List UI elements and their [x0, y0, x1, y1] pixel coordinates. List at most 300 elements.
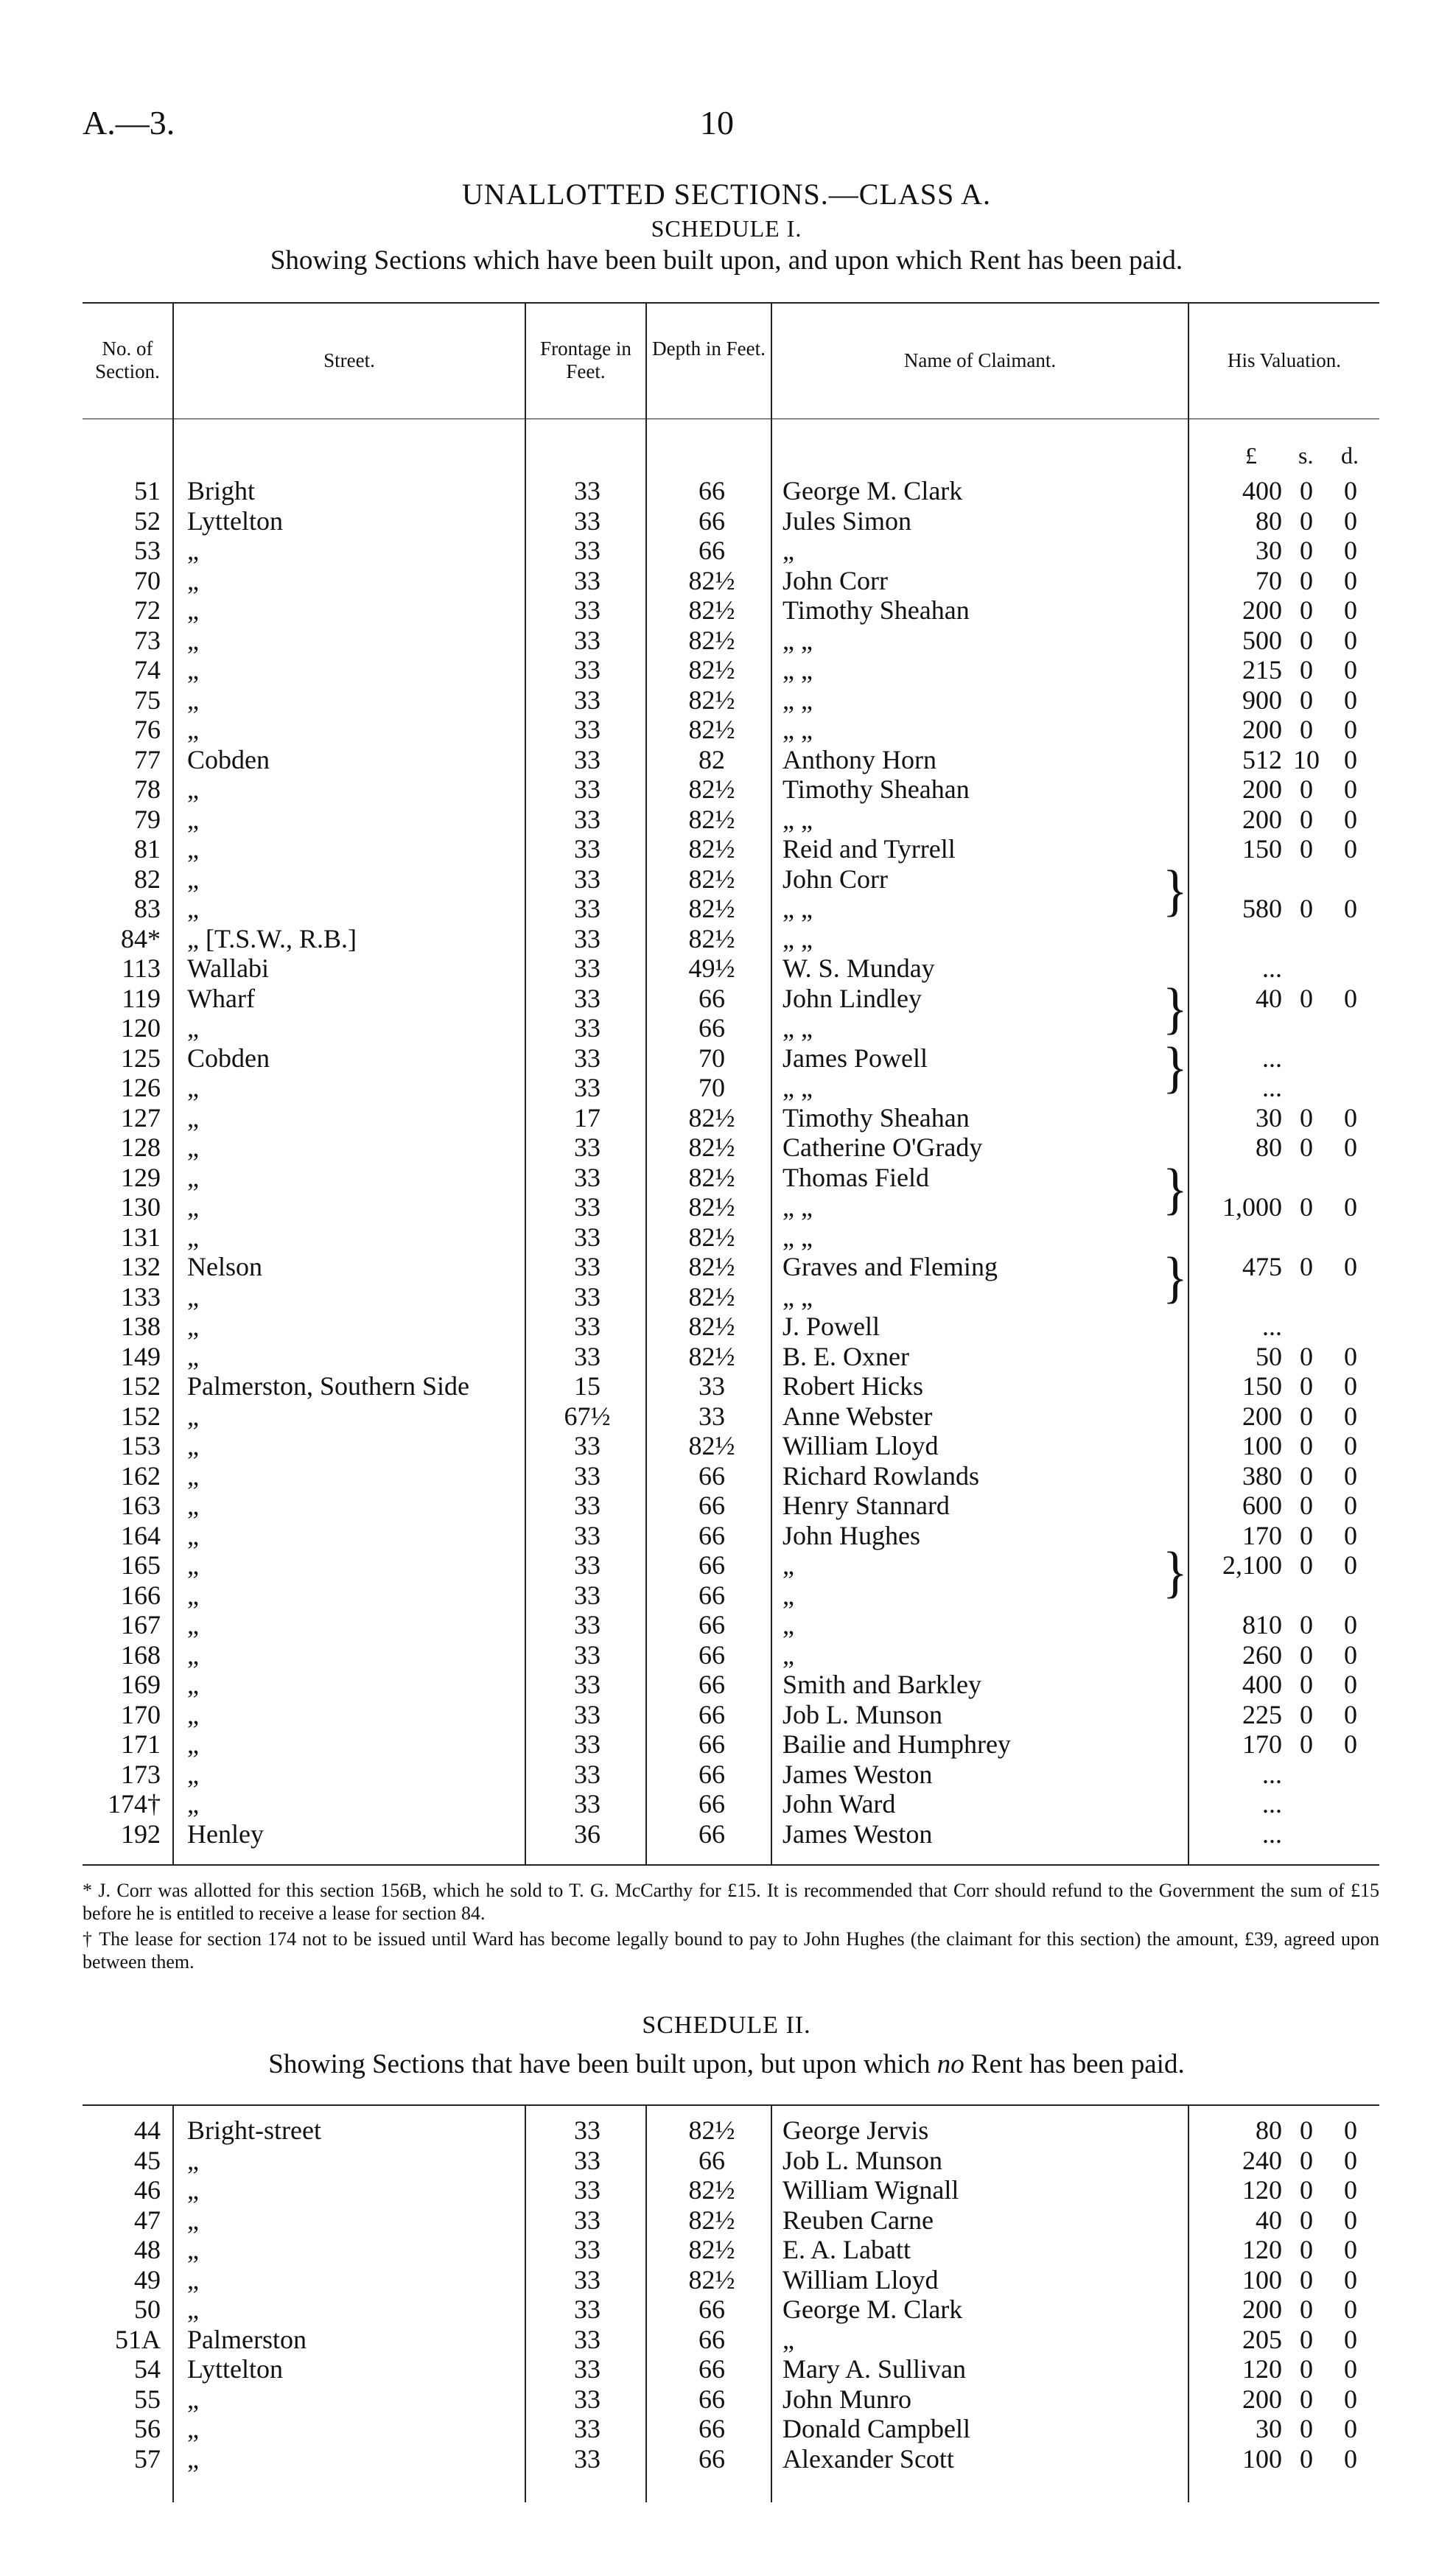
- depth-value: 49½: [688, 953, 735, 983]
- valuation-pounds: 120: [1242, 2354, 1282, 2384]
- valuation-shillings: 0: [1300, 715, 1313, 744]
- valuation-pounds: 512: [1242, 744, 1282, 774]
- frontage-value: 33: [574, 1520, 601, 1550]
- section-number: 153: [121, 1431, 161, 1460]
- depth-value: 66: [699, 2145, 725, 2175]
- valuation-pence: 0: [1344, 685, 1357, 715]
- section-number: 51: [134, 476, 161, 505]
- valuation-pence: 0: [1344, 2205, 1357, 2235]
- street-name: „: [187, 536, 199, 565]
- depth-value: 82½: [688, 685, 735, 715]
- claimant-name: „ „: [782, 715, 813, 744]
- table-row: [0, 2205, 1453, 2234]
- frontage-value: 33: [574, 923, 601, 953]
- frontage-value: 33: [574, 1043, 601, 1073]
- valuation-shillings: 0: [1300, 2115, 1313, 2145]
- valuation-shillings: 0: [1300, 536, 1313, 565]
- frontage-value: 33: [574, 505, 601, 536]
- table-row: [0, 2353, 1453, 2383]
- depth-value: 82½: [688, 1312, 735, 1341]
- depth-value: 66: [699, 983, 725, 1013]
- table-row: [0, 2384, 1453, 2413]
- section-number: 169: [121, 1670, 161, 1699]
- valuation-shillings: 0: [1300, 2205, 1313, 2235]
- valuation-pence: 0: [1344, 1699, 1357, 1729]
- street-name: „: [187, 1431, 199, 1460]
- col-header-frontage: Frontage in Feet.: [540, 337, 631, 382]
- section-number: 173: [121, 1759, 161, 1789]
- frontage-value: 33: [574, 536, 601, 565]
- valuation-pounds: 200: [1242, 1401, 1282, 1431]
- valuation-shillings: 0: [1300, 1670, 1313, 1699]
- frontage-value: 33: [574, 983, 601, 1013]
- frontage-value: 33: [574, 2115, 601, 2145]
- street-name: „: [187, 2443, 199, 2474]
- frontage-value: 33: [574, 685, 601, 715]
- valuation-pence: 0: [1344, 1550, 1357, 1580]
- claimant-name: „ „: [782, 1073, 813, 1102]
- valuation-pounds: 200: [1242, 715, 1282, 744]
- claimant-name: „ „: [782, 923, 813, 953]
- valuation-pounds: 80: [1256, 2115, 1282, 2145]
- valuation-pence: 0: [1344, 2295, 1357, 2324]
- frontage-value: 33: [574, 715, 601, 744]
- claimant-name: Mary A. Sullivan: [782, 2354, 966, 2384]
- footnote-2: † The lease for section 174 not to be issued until Ward has become legally bound to pay to John Hughes (the claimant for this section) the amount, £39, agreed upon between them.: [83, 1928, 1379, 1973]
- section-number: 47: [134, 2205, 161, 2235]
- depth-value: 66: [699, 1670, 725, 1699]
- table-row: [0, 2174, 1453, 2204]
- depth-value: 82: [699, 744, 725, 774]
- valuation-pence: 0: [1344, 804, 1357, 834]
- street-name: „: [187, 565, 199, 595]
- depth-value: 66: [699, 1789, 725, 1819]
- depth-value: 66: [699, 1610, 725, 1639]
- section-number: 133: [121, 1281, 161, 1312]
- valuation-shillings: 0: [1300, 834, 1313, 864]
- claimant-name: Reid and Tyrrell: [782, 834, 956, 864]
- street-name: „: [187, 774, 199, 804]
- valuation-pounds: 1,000: [1222, 1192, 1282, 1222]
- valuation-pence: 0: [1344, 1520, 1357, 1550]
- street-name: „: [187, 1013, 199, 1043]
- street-name: „: [187, 1610, 199, 1639]
- valuation-pence: 0: [1344, 1610, 1357, 1639]
- claimant-name: „: [782, 1550, 794, 1580]
- street-name: „: [187, 2175, 199, 2205]
- frontage-value: 33: [574, 864, 601, 894]
- table-row: [0, 1550, 1453, 1579]
- valuation-pounds: 810: [1242, 1610, 1282, 1639]
- section-number: 75: [134, 685, 161, 715]
- claimant-name: George M. Clark: [782, 2295, 963, 2324]
- group-brace: }: [1163, 1541, 1188, 1604]
- street-name: Lyttelton: [187, 2354, 283, 2384]
- street-name: Palmerston, Southern Side: [187, 1371, 469, 1401]
- table-row: [0, 714, 1453, 743]
- depth-value: 82½: [688, 774, 735, 804]
- frontage-value: 33: [574, 1013, 601, 1043]
- valuation-shillings: 0: [1300, 1491, 1313, 1520]
- section-number: 50: [134, 2295, 161, 2324]
- frontage-value: 33: [574, 804, 601, 834]
- street-name: Cobden: [187, 1043, 270, 1073]
- page-title: UNALLOTTED SECTIONS.—CLASS A.: [462, 178, 991, 211]
- claimant-name: Thomas Field: [782, 1162, 929, 1192]
- valuation-pounds: 380: [1242, 1460, 1282, 1491]
- table-row: [0, 744, 1453, 774]
- street-name: „: [187, 1580, 199, 1610]
- table2-top-rule: [83, 2104, 1379, 2106]
- section-number: 113: [122, 953, 161, 983]
- group-brace: }: [1163, 860, 1188, 923]
- valuation-pence: 0: [1344, 536, 1357, 565]
- frontage-value: 33: [574, 2145, 601, 2175]
- claimant-name: W. S. Munday: [782, 953, 935, 983]
- street-name: „ [T.S.W., R.B.]: [187, 923, 357, 953]
- claimant-name: J. Powell: [782, 1312, 880, 1341]
- valuation-pounds: 900: [1242, 685, 1282, 715]
- street-name: „: [187, 2205, 199, 2235]
- table-bottom-rule: [83, 1864, 1379, 1866]
- table-row: [0, 1043, 1453, 1072]
- claimant-name: Reuben Carne: [782, 2205, 934, 2235]
- street-name: „: [187, 625, 199, 655]
- schedule-2-subheading: Showing Sections that have been built upon, but upon which no Rent has been paid.: [268, 2049, 1185, 2079]
- table-row: [0, 565, 1453, 595]
- valuation-pence: 0: [1344, 2235, 1357, 2264]
- claimant-name: Alexander Scott: [782, 2443, 954, 2474]
- valuation-pence: 0: [1344, 1670, 1357, 1699]
- depth-value: 66: [699, 1491, 725, 1520]
- frontage-value: 33: [574, 834, 601, 864]
- street-name: „: [187, 715, 199, 744]
- depth-value: 66: [699, 2414, 725, 2443]
- claimant-name: George M. Clark: [782, 476, 963, 505]
- claimant-name: John Lindley: [782, 983, 922, 1013]
- street-name: „: [187, 2414, 199, 2443]
- claimant-name: „ „: [782, 1222, 813, 1252]
- valuation-pence: 0: [1344, 505, 1357, 536]
- street-name: „: [187, 1460, 199, 1491]
- frontage-value: 33: [574, 1281, 601, 1312]
- section-number: 162: [121, 1460, 161, 1491]
- claimant-name: Timothy Sheahan: [782, 774, 970, 804]
- frontage-value: 33: [574, 1341, 601, 1371]
- valuation-shillings: 0: [1300, 476, 1313, 505]
- valuation-pounds: 150: [1242, 1371, 1282, 1401]
- street-name: „: [187, 1102, 199, 1133]
- street-name: „: [187, 1699, 199, 1729]
- unit-pence: d.: [1341, 442, 1359, 469]
- valuation-pence: 0: [1344, 2324, 1357, 2354]
- section-number: 53: [134, 536, 161, 565]
- depth-value: 82½: [688, 2264, 735, 2295]
- depth-value: 82½: [688, 1281, 735, 1312]
- table-row: [0, 2234, 1453, 2264]
- depth-value: 82½: [688, 923, 735, 953]
- claimant-name: Anthony Horn: [782, 744, 936, 774]
- valuation-pounds: 30: [1256, 536, 1282, 565]
- claimant-name: John Corr: [782, 864, 888, 894]
- section-number: 73: [134, 625, 161, 655]
- street-name: „: [187, 1550, 199, 1580]
- depth-value: 82½: [688, 1133, 735, 1162]
- claimant-name: „: [782, 1580, 794, 1610]
- claimant-name: Timothy Sheahan: [782, 1102, 970, 1133]
- valuation-pence: 0: [1344, 1341, 1357, 1371]
- street-name: „: [187, 2235, 199, 2264]
- table-row: [0, 864, 1453, 893]
- valuation-pence: 0: [1344, 774, 1357, 804]
- col-header-depth: Depth in Feet.: [652, 337, 766, 360]
- valuation-shillings: 0: [1300, 1431, 1313, 1460]
- valuation-pounds: 580: [1242, 894, 1282, 923]
- valuation-shillings: 0: [1300, 2414, 1313, 2443]
- valuation-pence: 0: [1344, 1639, 1357, 1670]
- valuation-pounds: 200: [1242, 2384, 1282, 2414]
- frontage-value: 33: [574, 1073, 601, 1102]
- valuation-pounds: 500: [1242, 625, 1282, 655]
- valuation-pence: 0: [1344, 2115, 1357, 2145]
- depth-value: 82½: [688, 1222, 735, 1252]
- depth-value: 82½: [688, 1102, 735, 1133]
- table-top-rule: [83, 302, 1379, 304]
- table-row: [0, 1580, 1453, 1609]
- table-row: [0, 1072, 1453, 1102]
- street-name: „: [187, 1192, 199, 1222]
- valuation-pence: 0: [1344, 1491, 1357, 1520]
- street-name: „: [187, 1312, 199, 1341]
- valuation-shillings: 0: [1300, 2175, 1313, 2205]
- street-name: „: [187, 804, 199, 834]
- valuation-pence: 0: [1344, 2145, 1357, 2175]
- table-row: [0, 2294, 1453, 2323]
- claimant-name: Richard Rowlands: [782, 1460, 979, 1491]
- valuation-pounds: 150: [1242, 834, 1282, 864]
- depth-value: 82½: [688, 1192, 735, 1222]
- depth-value: 82½: [688, 894, 735, 923]
- valuation-pounds: 120: [1242, 2235, 1282, 2264]
- frontage-value: 33: [574, 1252, 601, 1281]
- depth-value: 82½: [688, 804, 735, 834]
- table-row: [0, 2145, 1453, 2174]
- frontage-value: 33: [574, 2175, 601, 2205]
- col-header-valuation: His Valuation.: [1228, 349, 1341, 371]
- frontage-value: 33: [574, 2443, 601, 2474]
- valuation-pence: 0: [1344, 565, 1357, 595]
- depth-value: 82½: [688, 834, 735, 864]
- frontage-value: 33: [574, 2354, 601, 2384]
- valuation-pounds: 2,100: [1222, 1550, 1282, 1580]
- section-number: 132: [121, 1252, 161, 1281]
- claimant-name: „ „: [782, 804, 813, 834]
- claimant-name: William Lloyd: [782, 2264, 939, 2295]
- street-name: „: [187, 894, 199, 923]
- depth-value: 82½: [688, 655, 735, 685]
- table-row: [0, 923, 1453, 953]
- table-row: [0, 1401, 1453, 1430]
- valuation-pence: 0: [1344, 894, 1357, 923]
- street-name: „: [187, 1729, 199, 1759]
- valuation-shillings: 0: [1300, 1133, 1313, 1162]
- frontage-value: 33: [574, 1431, 601, 1460]
- depth-value: 66: [699, 2384, 725, 2414]
- valuation-shillings: 0: [1300, 2384, 1313, 2414]
- street-name: „: [187, 2384, 199, 2414]
- section-number: 171: [121, 1729, 161, 1759]
- depth-value: 82½: [688, 2205, 735, 2235]
- valuation-shillings: 0: [1300, 2295, 1313, 2324]
- valuation-pounds: 100: [1242, 2443, 1282, 2474]
- table-row: [0, 1222, 1453, 1251]
- claimant-name: Robert Hicks: [782, 1371, 923, 1401]
- table-row: [0, 654, 1453, 684]
- depth-value: 82½: [688, 1252, 735, 1281]
- section-number: 72: [134, 595, 161, 625]
- table-row: [0, 1430, 1453, 1460]
- table-row: [0, 1819, 1453, 1848]
- claimant-name: Donald Campbell: [782, 2414, 970, 2443]
- street-name: Nelson: [187, 1252, 262, 1281]
- table-row: [0, 1669, 1453, 1698]
- valuation-shillings: 0: [1300, 1192, 1313, 1222]
- valuation-shillings: 0: [1300, 685, 1313, 715]
- valuation-pounds: 400: [1242, 476, 1282, 505]
- frontage-value: 33: [574, 1312, 601, 1341]
- table-row: [0, 595, 1453, 624]
- claimant-name: E. A. Labatt: [782, 2235, 911, 2264]
- frontage-value: 33: [574, 1460, 601, 1491]
- frontage-value: 33: [574, 2235, 601, 2264]
- section-number: 79: [134, 804, 161, 834]
- valuation-pence: 0: [1344, 1133, 1357, 1162]
- frontage-value: 33: [574, 2384, 601, 2414]
- table-row: [0, 535, 1453, 564]
- table-row: [0, 1251, 1453, 1281]
- claimant-name: Anne Webster: [782, 1401, 933, 1431]
- section-number: 164: [121, 1520, 161, 1550]
- valuation-pounds: 200: [1242, 804, 1282, 834]
- valuation-pounds: ...: [1262, 1759, 1282, 1789]
- frontage-value: 67½: [564, 1401, 611, 1431]
- claimant-name: William Wignall: [782, 2175, 959, 2205]
- valuation-pounds: 170: [1242, 1729, 1282, 1759]
- section-number: 78: [134, 774, 161, 804]
- valuation-pounds: 120: [1242, 2175, 1282, 2205]
- depth-value: 66: [699, 1550, 725, 1580]
- schedule-1-heading: SCHEDULE I.: [651, 215, 802, 242]
- frontage-value: 33: [574, 1670, 601, 1699]
- frontage-value: 33: [574, 894, 601, 923]
- valuation-pence: 0: [1344, 983, 1357, 1013]
- section-number: 168: [121, 1639, 161, 1670]
- street-name: „: [187, 1639, 199, 1670]
- claimant-name: „: [782, 2324, 794, 2354]
- street-name: „: [187, 864, 199, 894]
- section-number: 129: [121, 1162, 161, 1192]
- valuation-shillings: 0: [1300, 1102, 1313, 1133]
- street-name: „: [187, 1789, 199, 1819]
- depth-value: 66: [699, 505, 725, 536]
- frontage-value: 33: [574, 953, 601, 983]
- claimant-name: „ „: [782, 1192, 813, 1222]
- section-number: 131: [121, 1222, 161, 1252]
- valuation-pounds: ...: [1262, 1043, 1282, 1073]
- street-name: Henley: [187, 1819, 264, 1849]
- frontage-value: 33: [574, 2414, 601, 2443]
- section-number: 44: [134, 2115, 161, 2145]
- claimant-name: B. E. Oxner: [782, 1341, 909, 1371]
- depth-value: 82½: [688, 565, 735, 595]
- claimant-name: „: [782, 536, 794, 565]
- section-number: 54: [134, 2354, 161, 2384]
- depth-value: 66: [699, 2354, 725, 2384]
- valuation-pounds: 170: [1242, 1520, 1282, 1550]
- table-row: [0, 1639, 1453, 1669]
- section-number: 120: [121, 1013, 161, 1043]
- frontage-value: 15: [574, 1371, 601, 1401]
- frontage-value: 33: [574, 1222, 601, 1252]
- depth-value: 33: [699, 1401, 725, 1431]
- section-number: 49: [134, 2264, 161, 2295]
- valuation-shillings: 0: [1300, 2324, 1313, 2354]
- depth-value: 70: [699, 1073, 725, 1102]
- valuation-shillings: 0: [1300, 565, 1313, 595]
- depth-value: 66: [699, 1729, 725, 1759]
- street-name: „: [187, 1133, 199, 1162]
- street-name: „: [187, 1759, 199, 1789]
- frontage-value: 33: [574, 2324, 601, 2354]
- claimant-name: Smith and Barkley: [782, 1670, 981, 1699]
- claimant-name: John Munro: [782, 2384, 912, 2414]
- valuation-shillings: 0: [1300, 1639, 1313, 1670]
- valuation-pence: 0: [1344, 2354, 1357, 2384]
- claimant-name: „ „: [782, 655, 813, 685]
- depth-value: 66: [699, 536, 725, 565]
- section-number: 152: [121, 1371, 161, 1401]
- section-number: 51A: [115, 2324, 161, 2354]
- section-number: 174†: [108, 1789, 161, 1819]
- valuation-pence: 0: [1344, 1252, 1357, 1281]
- valuation-pence: 0: [1344, 1729, 1357, 1759]
- street-name: Wharf: [187, 983, 255, 1013]
- depth-value: 66: [699, 1759, 725, 1789]
- valuation-pounds: 215: [1242, 655, 1282, 685]
- depth-value: 66: [699, 1460, 725, 1491]
- section-number: 126: [121, 1073, 161, 1102]
- claimant-name: John Hughes: [782, 1520, 920, 1550]
- valuation-pounds: ...: [1262, 1073, 1282, 1102]
- depth-value: 66: [699, 2443, 725, 2474]
- group-brace: }: [1163, 978, 1188, 1040]
- valuation-shillings: 0: [1300, 2145, 1313, 2175]
- street-name: Palmerston: [187, 2324, 307, 2354]
- section-number: 138: [121, 1312, 161, 1341]
- group-brace: }: [1163, 1037, 1188, 1099]
- section-number: 84*: [121, 923, 161, 953]
- col-header-claimant: Name of Claimant.: [903, 349, 1057, 371]
- section-number: 55: [134, 2384, 161, 2414]
- depth-value: 66: [699, 1580, 725, 1610]
- table-row: [0, 1729, 1453, 1758]
- table-row: [0, 2264, 1453, 2294]
- frontage-value: 33: [574, 744, 601, 774]
- street-name: Wallabi: [187, 953, 270, 983]
- valuation-pounds: 400: [1242, 1670, 1282, 1699]
- street-name: „: [187, 1162, 199, 1192]
- frontage-value: 33: [574, 476, 601, 505]
